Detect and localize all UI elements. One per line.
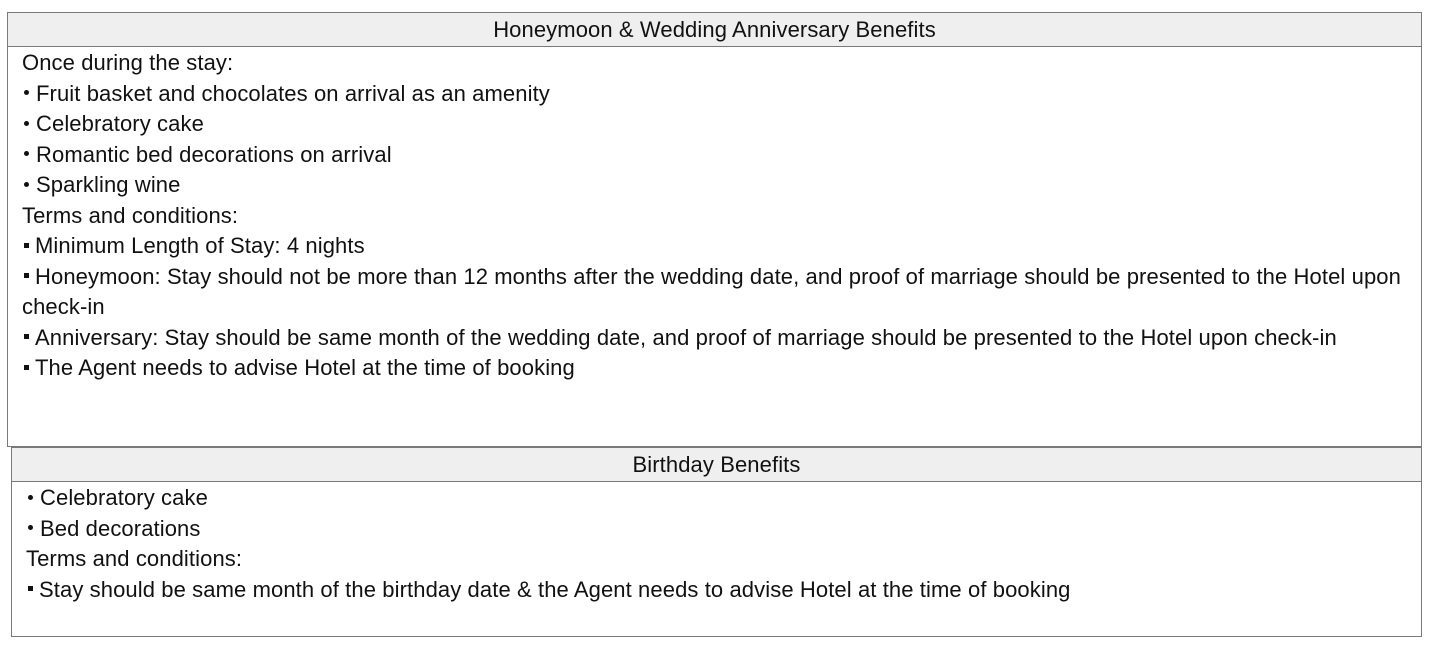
bullet-icon (28, 495, 33, 500)
birthday-benefits-body (12, 482, 1421, 605)
honeymoon-term-item: The Agent needs to advise Hotel at the time of booking (22, 353, 1411, 384)
square-bullet-icon (24, 365, 29, 370)
birthday-benefit-item: Bed decorations (26, 514, 1411, 545)
birthday-term-item: Stay should be same month of the birthday date & the Agent needs to advise Hotel at the time of booking (26, 575, 1411, 606)
honeymoon-term-item: Minimum Length of Stay: 4 nights (22, 231, 1411, 262)
honeymoon-benefits-panel (7, 12, 1422, 447)
honeymoon-benefits-body (8, 47, 1421, 384)
honeymoon-benefit-item: Sparkling wine (22, 170, 1411, 201)
honeymoon-benefit-item: Fruit basket and chocolates on arrival as an amenity (22, 79, 1411, 110)
bullet-icon (24, 182, 29, 187)
honeymoon-benefit-item: Romantic bed decorations on arrival (22, 140, 1411, 171)
birthday-benefit-item: Celebratory cake (26, 483, 1411, 514)
honeymoon-benefit-item: Celebratory cake (22, 109, 1411, 140)
square-bullet-icon (24, 243, 29, 248)
birthday-benefits-panel (11, 447, 1422, 637)
birthday-terms-heading: Terms and conditions: (26, 546, 243, 571)
honeymoon-terms-heading: Terms and conditions: (22, 202, 239, 228)
bullet-icon (24, 90, 29, 95)
bullet-icon (24, 151, 29, 156)
honeymoon-term-item: Honeymoon: Stay should not be more than 12 months after the wedding date, and proof of marriage should be presented to the Hotel upon check-in (22, 263, 1401, 319)
honeymoon-benefits-title: Honeymoon & Wedding Anniversary Benefits (8, 13, 1421, 47)
bullet-icon (28, 525, 33, 530)
honeymoon-term-item: Anniversary: Stay should be same month of the wedding date, and proof of marriage should be presented to the Hotel upon check-in (22, 323, 1411, 354)
honeymoon-intro: Once during the stay: (22, 50, 234, 75)
square-bullet-icon (24, 334, 29, 339)
square-bullet-icon (24, 273, 29, 278)
birthday-benefits-title: Birthday Benefits (12, 448, 1421, 482)
square-bullet-icon (28, 586, 33, 591)
bullet-icon (24, 121, 29, 126)
